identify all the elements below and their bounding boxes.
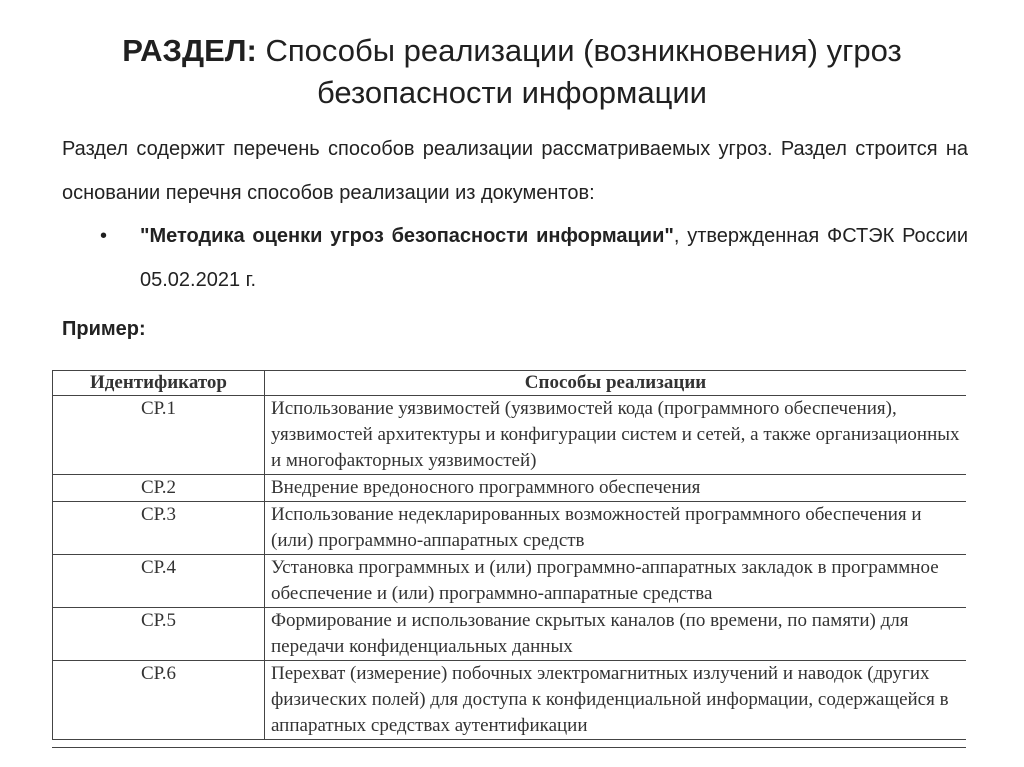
row-id: СР.1 [53,396,265,475]
title-text: Способы реализации (возникновения) угроз безопасности информации [256,33,902,110]
document-approval: , утвержденная ФСТЭК России 05.02.2021 г. [140,225,969,291]
row-description: Использование недекларированных возможностей программного обеспечения и (или) программно-аппаратных средств [265,502,967,555]
page-title [60,30,964,114]
bullet-dot-icon: • [100,225,108,247]
row-id: СР.4 [53,555,265,608]
row-description: Использование уязвимостей (уязвимостей кода (программного обеспечения), уязвимостей архитектуры и конфигурации систем и сетей, а также организационных и многофакторных уязвимостей) [265,396,967,475]
table-row [53,555,967,608]
header-identifier: Идентификатор [53,371,265,396]
row-id: СР.6 [53,661,265,740]
table-row [53,608,967,661]
intro-paragraph: Раздел содержит перечень способов реализации рассматриваемых угроз. Раздел строится на основании перечня способов реализации из документов: [62,138,968,204]
table-row [53,661,967,740]
methods-table [52,370,966,740]
row-id: СР.5 [53,608,265,661]
row-description: Формирование и использование скрытых каналов (по времени, по памяти) для передачи конфиденциальных данных [265,608,967,661]
row-description: Установка программных и (или) программно-аппаратных закладок в программное обеспечение и (или) программно-аппаратные средства [265,555,967,608]
row-id: СР.2 [53,475,265,502]
title-section-label: РАЗДЕЛ: [122,33,257,68]
table-row [53,502,967,555]
header-methods: Способы реализации [265,371,967,396]
table-row [53,396,967,475]
row-description: Перехват (измерение) побочных электромагнитных излучений и наводок (других физических полей) для доступа к конфиденциальной информации, содержащейся в аппаратных средствах аутентификации [265,661,967,740]
example-label: Пример: [62,318,146,340]
table-row [53,475,967,502]
row-id: СР.3 [53,502,265,555]
methods-table-container [52,370,966,748]
document-name: "Методика оценки угроз безопасности информации" [140,225,674,247]
table-header-row [53,371,967,396]
bullet-text [140,214,968,302]
row-description: Внедрение вредоносного программного обеспечения [265,475,967,502]
